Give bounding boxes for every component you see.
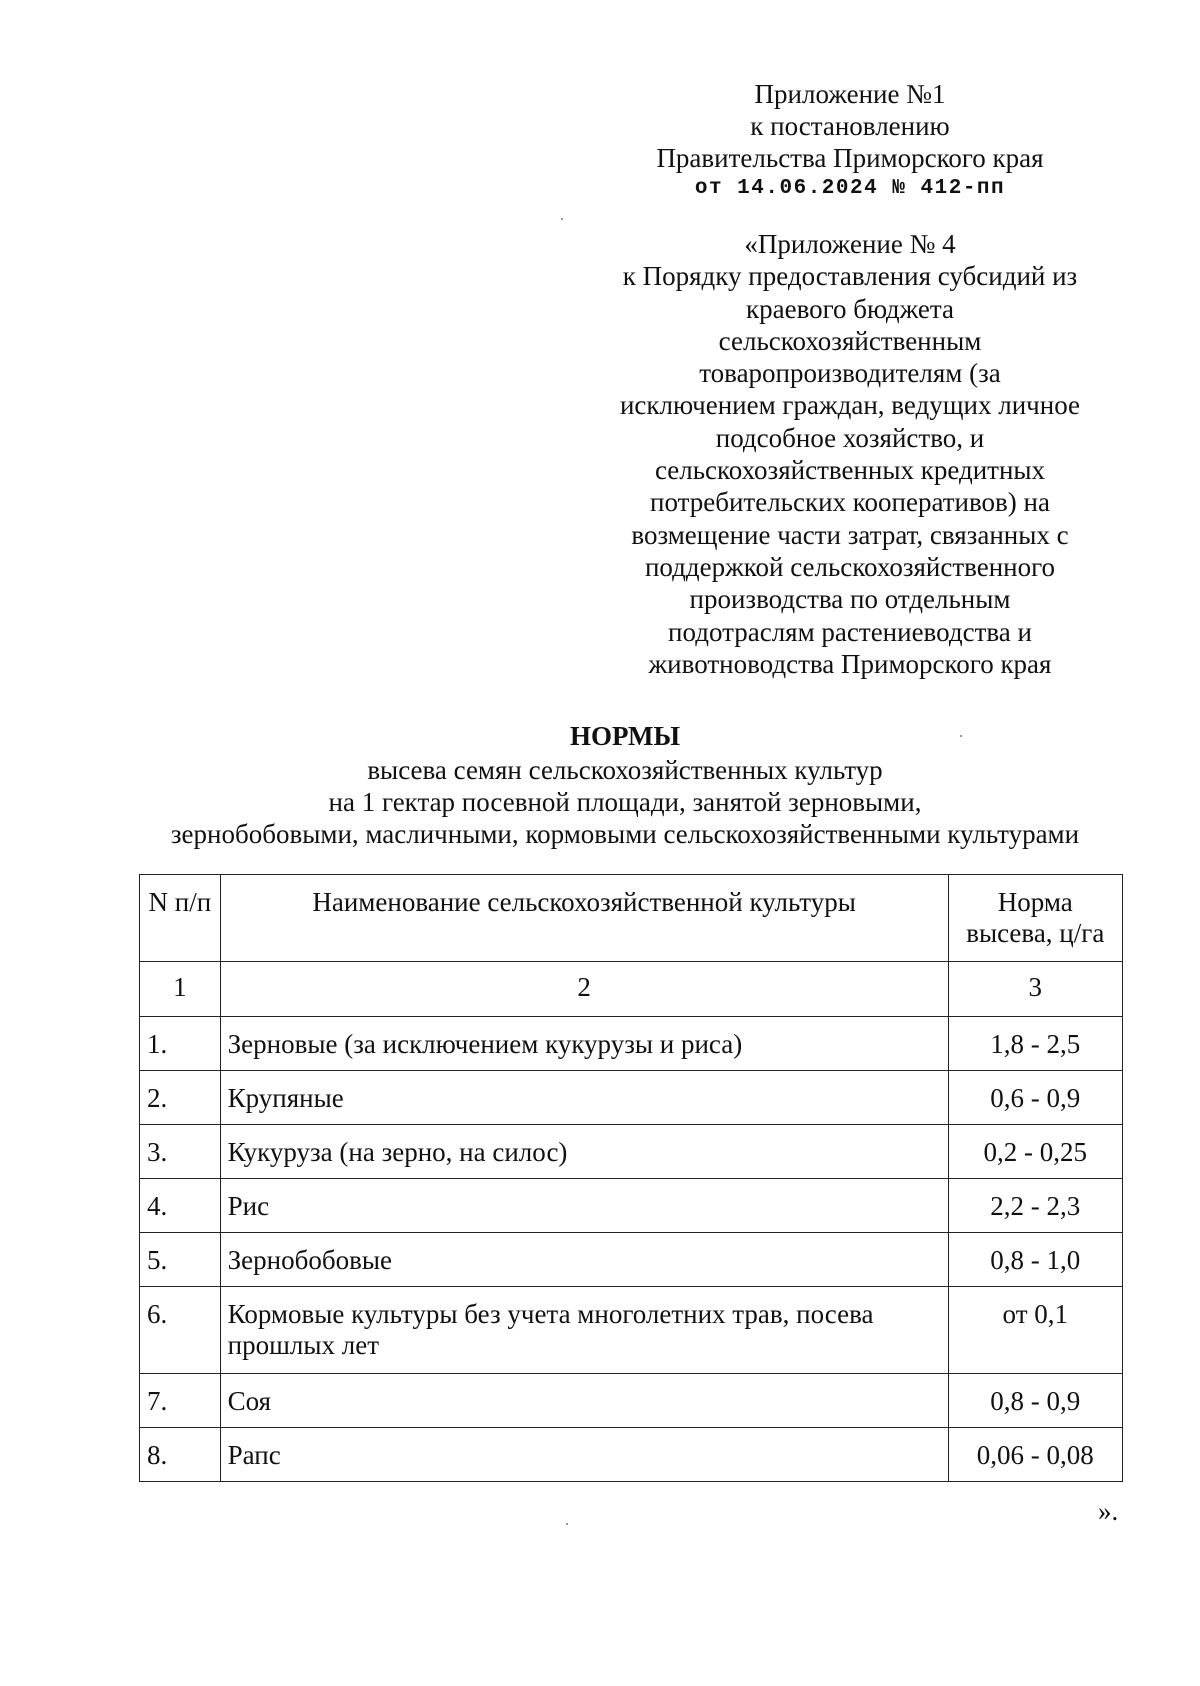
crop-name: Кормовые культуры без учета многолетних трав, посева прошлых лет <box>227 1299 874 1360</box>
header-crop-name: Наименование сельскохозяйственной культуры <box>312 887 856 917</box>
table-row <box>140 1233 1123 1287</box>
appendix-4-line: краевого бюджета <box>746 293 954 324</box>
crop-name: Зерновые (за исключением кукурузы и риса) <box>227 1029 743 1059</box>
appendix-4-line: подотраслям растениеводства и <box>668 616 1032 647</box>
appendix-4-line: подсобное хозяйство, и <box>715 422 985 453</box>
header-norm-line: Норма <box>997 887 1073 917</box>
appendix-4-line: «Приложение № 4 <box>744 229 956 259</box>
seeding-norm: 0,2 - 0,25 <box>983 1137 1088 1167</box>
appendix-4-line: возмещение части затрат, связанных с <box>631 519 1069 550</box>
row-number: 4. <box>147 1191 168 1221</box>
column-index: 3 <box>1028 972 1043 1002</box>
seeding-norm: 1,8 - 2,5 <box>990 1029 1081 1059</box>
crop-name: Рис <box>227 1191 270 1221</box>
appendix-4-line: сельскохозяйственным <box>718 325 982 356</box>
header-norm <box>949 875 1122 949</box>
seeding-norm: 2,2 - 2,3 <box>990 1191 1081 1221</box>
resolution-date-number-stamp: от 14.06.2024 № 412-пп <box>694 177 1006 200</box>
scan-speck <box>561 218 563 220</box>
appendix-1-government: Правительства Приморского края <box>656 143 1044 173</box>
scan-speck <box>566 1523 568 1525</box>
crop-name: Соя <box>227 1386 272 1416</box>
appendix-4-line: сельскохозяйственных кредитных <box>654 455 1046 486</box>
appendix-4-line: производства по отдельным <box>689 584 1011 615</box>
column-index: 2 <box>577 972 591 1002</box>
row-number: 7. <box>147 1386 168 1416</box>
row-number: 3. <box>147 1137 168 1167</box>
table-row <box>140 1287 1123 1374</box>
appendix-1-title: Приложение №1 <box>754 79 946 109</box>
appendix-4-line: исключением граждан, ведущих личное <box>619 390 1081 421</box>
appendix-1-header <box>600 78 1100 204</box>
row-number: 6. <box>147 1299 168 1329</box>
table-row <box>140 1071 1123 1125</box>
column-index-row <box>140 962 1123 1017</box>
seeding-norm: от 0,1 <box>1002 1299 1068 1329</box>
appendix-4-line: товаропроизводителям (за <box>699 358 1001 389</box>
closing-quote: ». <box>1098 1496 1119 1526</box>
appendix-4-line: к Порядку предоставления субсидий из <box>622 261 1078 292</box>
table-row <box>140 1428 1123 1482</box>
seeding-norm: 0,6 - 0,9 <box>990 1083 1081 1113</box>
seeding-norm: 0,06 - 0,08 <box>976 1440 1094 1470</box>
table-row <box>140 1179 1123 1233</box>
table-row <box>140 1374 1123 1428</box>
crop-name: Крупяные <box>227 1083 344 1113</box>
header-num: N п/п <box>148 887 212 917</box>
header-norm-line: высева, ц/га <box>966 918 1105 948</box>
seeding-norms-table <box>139 874 1123 1482</box>
appendix-4-header <box>600 228 1100 680</box>
crop-name: Зернобобовые <box>227 1245 392 1275</box>
appendix-4-line: поддержкой сельскохозяйственного <box>644 551 1056 582</box>
column-index: 1 <box>173 972 187 1002</box>
table-header-row <box>140 875 1123 962</box>
appendix-4-line: животноводства Приморского края <box>648 648 1052 679</box>
row-number: 1. <box>147 1029 168 1059</box>
table-row <box>140 1017 1123 1071</box>
document-subtitle-line: зернобобовыми, масличными, кормовыми сельскохозяйственными культурами <box>170 819 1080 849</box>
document-subtitle-line: на 1 гектар посевной площади, занятой зерновыми, <box>328 787 922 817</box>
row-number: 2. <box>147 1083 168 1113</box>
seeding-norm: 0,8 - 0,9 <box>990 1386 1081 1416</box>
appendix-4-line: потребительских кооперативов) на <box>650 487 1050 518</box>
crop-name: Рапс <box>227 1440 281 1470</box>
scan-speck <box>960 735 962 737</box>
seeding-norm: 0,8 - 1,0 <box>990 1245 1081 1275</box>
table-row <box>140 1125 1123 1179</box>
row-number: 8. <box>147 1440 168 1470</box>
crop-name: Кукуруза (на зерно, на силос) <box>227 1137 568 1167</box>
appendix-1-to-resolution: к постановлению <box>750 111 950 141</box>
document-subtitle-line: высева семян сельскохозяйственных культур <box>367 755 883 785</box>
norms-title-block <box>100 720 1150 850</box>
row-number: 5. <box>147 1245 168 1275</box>
document-title: НОРМЫ <box>570 721 680 751</box>
